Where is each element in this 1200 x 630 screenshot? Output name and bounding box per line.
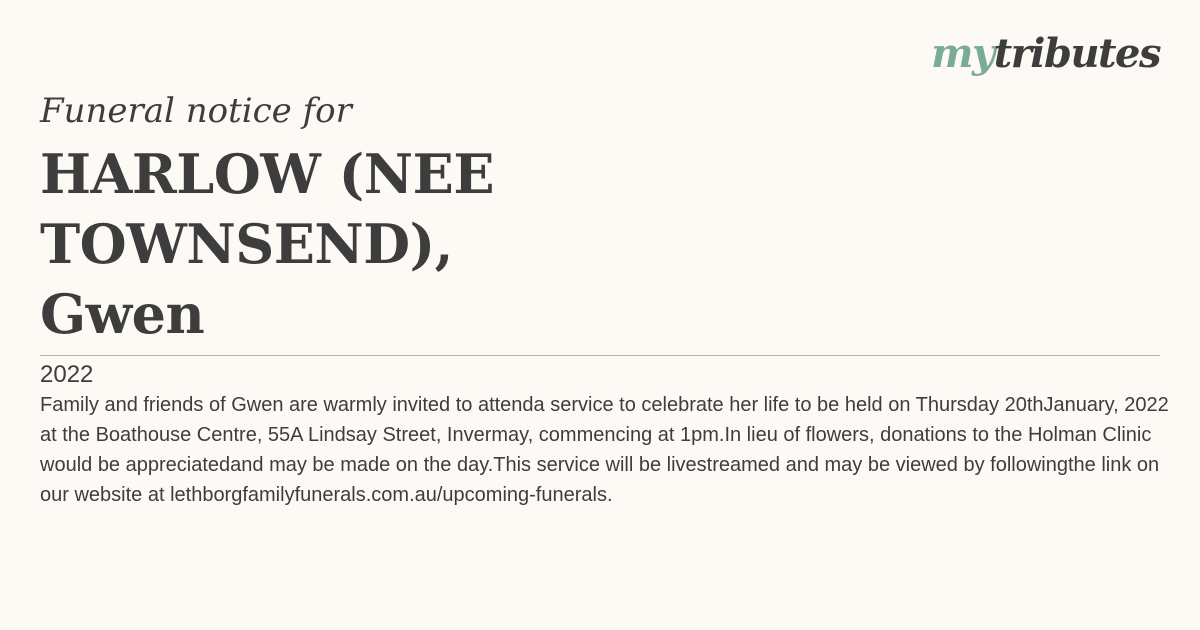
divider (40, 355, 1160, 356)
deceased-name (40, 139, 920, 349)
notice-year: 2022 (40, 361, 94, 389)
deceased-surname: HARLOW (NEE TOWNSEND), (40, 142, 494, 277)
logo-my: my (931, 30, 994, 77)
deceased-given-name: Gwen (40, 282, 205, 347)
logo-tributes: tributes (993, 30, 1160, 77)
mytributes-logo[interactable] (931, 30, 1160, 77)
notice-body: Family and friends of Gwen are warmly invited to attenda service to celebrate her life to be held on Thursday 20thJanuary, 2022 at the Boathouse Centre, 55A Lindsay Street, Invermay, commencing at 1pm.In lieu of flowers, donations to the Holman Clinic would be appreciatedand may be made on the day.This service will be livestreamed and may be viewed by followingthe link on our website at lethborgfamilyfunerals.com.au/upcoming-funerals. (40, 394, 1169, 506)
notice-header (40, 92, 1160, 389)
notice-subtitle: Funeral notice for (40, 91, 352, 131)
